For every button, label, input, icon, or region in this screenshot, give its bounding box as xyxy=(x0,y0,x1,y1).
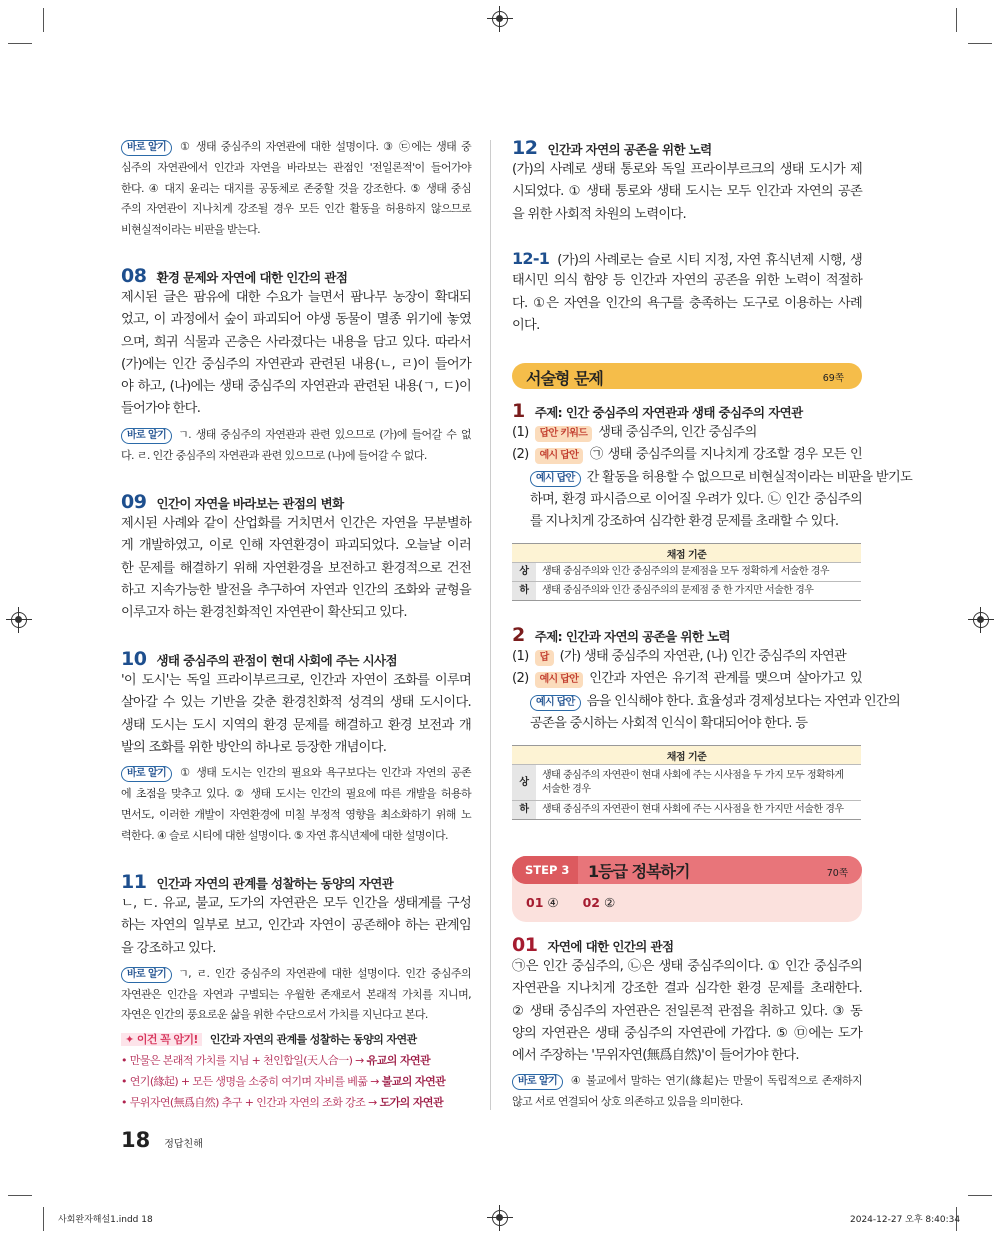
text-line xyxy=(512,181,862,203)
line-text: 시되었다. ① 생태 통로와 생태 도시는 모두 인간과 자연의 공존 xyxy=(512,184,862,200)
answer-badge: 답 xyxy=(535,650,554,666)
text-line xyxy=(121,179,471,200)
question-title: 환경 문제와 자연에 대한 인간의 관점 xyxy=(156,270,348,285)
line-text: 제시된 사례와 같이 산업화를 거치면서 인간은 자연을 무분별하 xyxy=(121,516,471,531)
line-text: 게 개발하였고, 이로 인해 자연환경이 파괴되었다. 오늘날 이러 xyxy=(121,538,471,554)
line-text: 다. ㄹ. 인간 중심주의 자연관과 관련 있으므로 (나)에 들어갈 수 없다. xyxy=(121,448,427,462)
text-line xyxy=(121,602,471,624)
step-label: STEP 3 xyxy=(525,863,570,877)
memo-label: ✦ 이건 꼭 암기! xyxy=(121,1033,202,1046)
question-title: 인간과 자연의 관계를 성찰하는 동양의 자연관 xyxy=(156,876,394,891)
text-line xyxy=(121,893,471,915)
text-line xyxy=(512,1045,862,1067)
item-label: (2) xyxy=(512,447,529,463)
text-line xyxy=(121,376,471,398)
item-label: (1) xyxy=(512,425,529,440)
correct-note-badge: 바로 알기 xyxy=(121,428,172,444)
answer-choice: ④ xyxy=(547,895,559,910)
memo-box xyxy=(121,1029,471,1113)
line-text: 하고 지속가능한 발전을 추구하여 자연과 인간의 조화와 균형을 xyxy=(121,582,471,598)
text-line xyxy=(121,715,471,737)
crop-mark xyxy=(8,1195,32,1196)
answer-choice: ② xyxy=(604,895,616,910)
line-text: 태시민 의식 함양 등 인간과 자연의 공존을 위한 노력이 적절하 xyxy=(512,273,862,289)
text-line xyxy=(121,737,471,759)
text-line xyxy=(512,1023,862,1045)
text-line xyxy=(121,158,471,179)
line-text: (가)에는 인간 중심주의 자연관과 관련된 내용(ㄴ, ㄹ)이 들어가 xyxy=(121,356,471,372)
text-line xyxy=(121,784,471,805)
line-text: 하는 자연의 일부로 보고, 인간과 자연이 공존해야 하는 관계임 xyxy=(121,918,471,934)
line-text: 한다. ④ 대지 윤리는 대지를 공동체로 존중할 것을 강조한다. ⑤ 생태 중심 xyxy=(121,181,471,195)
crop-mark xyxy=(8,43,32,44)
crop-mark xyxy=(43,1207,44,1231)
footer-file: 사회완자해설1.indd 18 xyxy=(58,1215,153,1225)
text-line xyxy=(121,354,471,376)
text-line xyxy=(512,293,862,315)
text-line xyxy=(530,467,913,489)
text-line xyxy=(121,332,471,354)
keyword-badge: 답안 키워드 xyxy=(535,426,593,442)
line-text: 를 지나치게 강조하여 심각한 환경 문제를 초래할 수 있다. xyxy=(530,514,839,530)
line-text: (가)의 사례로 생태 통로와 독일 프라이부르크의 생태 도시가 제 xyxy=(512,162,862,177)
item-label: (1) xyxy=(512,649,529,664)
memo-item: • 무위자연(無爲自然) 추구 + 인간과 자연의 조화 강조 → 도가의 자연관 xyxy=(121,1096,443,1110)
question-title: 주제: 인간과 자연의 공존을 위한 노력 xyxy=(534,629,731,644)
question-title: 인간이 자연을 바라보는 관점의 변화 xyxy=(156,496,344,511)
example-answer-badge: 예시 답안 xyxy=(535,448,584,464)
note-07 xyxy=(121,137,471,241)
memo-item: • 연기(緣起) + 모든 생명을 소중히 여기며 자비를 베풂 → 불교의 자연관 xyxy=(121,1075,446,1089)
text-line xyxy=(121,692,471,714)
example-answer-badge: 예시 답안 xyxy=(535,672,584,688)
text-line xyxy=(121,1005,471,1026)
essay-section-bar xyxy=(512,363,862,389)
section-08 xyxy=(121,265,471,466)
note xyxy=(512,1071,862,1113)
text-line xyxy=(121,446,471,467)
table-row: 하 생태 중심주의와 인간 중심주의의 문제점 중 한 가지만 서술한 경우 xyxy=(512,582,861,601)
text-line xyxy=(121,425,471,446)
question-number: 01 xyxy=(512,934,538,956)
answer-number: 02 xyxy=(582,895,601,910)
table-row: 상 생태 중심주의 자연관이 현대 사회에 주는 시사점을 두 가지 모두 정확하게 서술한 경우 xyxy=(512,765,861,801)
question-number: 2 xyxy=(512,624,525,646)
question-title: 주제: 인간 중심주의 자연관과 생태 중심주의 자연관 xyxy=(534,405,803,420)
line-text: 비현실적이라는 비판을 받는다. xyxy=(121,223,261,237)
registration-mark-icon xyxy=(492,1210,508,1226)
line-text: 들어가야 한다. xyxy=(121,401,201,417)
column-divider xyxy=(490,140,491,1110)
line-text: 야 하고, (나)에는 생태 중심주의 자연관과 관련된 내용(ㄱ, ㄷ)이 xyxy=(121,379,471,395)
line-text: ② 생태 중심주의 자연관은 전일론적 관점을 취하고 있다. ③ 동 xyxy=(512,1003,862,1019)
text-line xyxy=(512,956,862,978)
text-line xyxy=(121,805,471,826)
line-text: '이 도시'는 독일 프라이부르크로, 인간과 자연이 조화를 이루며 xyxy=(121,673,471,688)
text-line xyxy=(530,691,901,713)
line-text: 자연은 인간의 풍요로운 삶을 위한 수단으로서 가치를 지닌다고 본다. xyxy=(121,1008,428,1022)
text-line xyxy=(121,220,471,241)
correct-note-badge: 바로 알기 xyxy=(121,140,172,156)
line-text: 에서 주장하는 '무위자연(無爲自然)'이 들어가야 한다. xyxy=(512,1048,799,1064)
question-number: 09 xyxy=(121,491,147,513)
line-text: 자연관은 인간을 자연과 구별되는 우월한 존재로서 본래적 가치를 지니며, xyxy=(121,987,471,1001)
answer-text: 인간과 자연은 유기적 관계를 맺으며 살아가고 있 xyxy=(589,671,862,687)
note xyxy=(121,964,471,1026)
text-line xyxy=(121,915,471,937)
text-line xyxy=(530,489,862,511)
text-line xyxy=(512,204,862,226)
text-line xyxy=(512,1001,862,1023)
registration-mark-icon xyxy=(492,11,508,27)
grading-header: 채점 기준 xyxy=(512,544,861,563)
crop-mark xyxy=(956,8,957,32)
text-line xyxy=(512,159,862,181)
correct-note-badge: 바로 알기 xyxy=(121,766,172,782)
essay-title: 서술형 문제 xyxy=(526,369,603,388)
line-text: 이다. xyxy=(512,317,540,333)
grading-table xyxy=(512,543,861,601)
page-footer-number xyxy=(121,1128,203,1152)
line-text: 었고, 이 과정에서 숲이 파괴되어 야생 동물이 멸종 위기에 놓였 xyxy=(121,312,471,328)
line-text: 다. ①은 자연을 인간의 욕구를 충족하는 도구로 이용하는 사례 xyxy=(512,295,862,311)
question-title: 인간과 자연의 공존을 위한 노력 xyxy=(547,142,712,157)
line-text: 주의 자연관이 지나치게 강조될 경우 모든 인간 활동을 허용하지 않으므로 xyxy=(121,202,471,216)
text-line xyxy=(121,398,471,420)
line-text: 생태 도시는 도시 지역의 환경 문제를 해결하고 환경 보전과 개 xyxy=(121,717,471,733)
answer-text: 생태 중심주의, 인간 중심주의 xyxy=(598,425,757,440)
section-12 xyxy=(512,137,862,226)
registration-mark-icon xyxy=(973,612,989,628)
question-number: 10 xyxy=(121,648,147,670)
note xyxy=(121,763,471,846)
section-12-1 xyxy=(512,248,862,337)
line-text: 으며, 희귀 식물과 곤충은 사라졌다는 내용을 담고 있다. 따라서 xyxy=(121,334,471,350)
line-text: ㄴ, ㄷ. 유교, 불교, 도가의 자연관은 모두 인간을 생태계를 구성 xyxy=(121,896,471,911)
line-text: ① 생태 도시는 인간의 필요와 욕구보다는 인간과 자연의 공존 xyxy=(178,766,471,780)
question-title: 자연에 대한 인간의 관점 xyxy=(547,939,674,954)
line-text: 음을 인식해야 한다. 효율성과 경제성보다는 자연과 인간의 xyxy=(586,693,901,709)
line-text: 한 문제를 해결하기 위해 자연환경을 보전하고 환경적으로 건전 xyxy=(121,560,471,576)
text-line xyxy=(121,513,471,535)
text-line xyxy=(530,511,862,533)
text-line xyxy=(121,938,471,960)
question-number: 1 xyxy=(512,400,525,422)
table-row: 하 생태 중심주의 자연관이 현대 사회에 주는 시사점을 한 가지만 서술한 경우 xyxy=(512,801,861,820)
line-text: 살아갈 수 있는 기반을 갖춘 환경친화적 성격의 생태 도시이다. xyxy=(121,695,471,711)
question-number: 08 xyxy=(121,265,147,287)
registration-mark-icon xyxy=(11,612,27,628)
crop-mark xyxy=(968,1195,992,1196)
step3-bar xyxy=(512,856,862,884)
correct-note-badge: 예시 답안 xyxy=(530,471,581,487)
line-text: ① 생태 중심주의 자연관에 대한 설명이다. ③ ㉢에는 생태 중 xyxy=(178,140,471,153)
text-line xyxy=(512,248,862,270)
line-text: 심주의 자연관에서 인간과 자연을 바라보는 관점인 '전일론적'이 들어가야 xyxy=(121,160,471,174)
answer-number: 01 xyxy=(526,895,544,910)
text-line xyxy=(121,826,471,847)
line-text: 않고 서로 연결되어 상호 의존하고 있음을 의미한다. xyxy=(512,1095,743,1109)
step-title-a: 1등급 xyxy=(588,862,632,881)
text-line xyxy=(512,270,862,292)
answer-text: (가) 생태 중심주의 자연관, (나) 인간 중심주의 자연관 xyxy=(559,649,847,664)
text-line xyxy=(121,985,471,1006)
note xyxy=(121,425,471,467)
page-label: 정답친해 xyxy=(164,1139,203,1150)
section-09 xyxy=(121,491,471,624)
line-text: 제시된 글은 팜유에 대한 수요가 늘면서 팜나무 농장이 확대되 xyxy=(121,290,471,305)
essay-page: 69쪽 xyxy=(822,373,844,384)
line-text: 에 초점을 맞추고 있다. ② 생태 도시는 인간의 필요에 따른 개발을 허용하 xyxy=(121,786,471,800)
text-line xyxy=(512,1092,862,1113)
question-number: 12-1 xyxy=(512,249,550,268)
table-row: 상 생태 중심주의와 인간 중심주의의 문제점을 모두 정확하게 서술한 경우 xyxy=(512,563,861,582)
line-text: 면서도, 이러한 개발이 자연환경에 미칠 부정적 영향을 최소화하기 위해 노 xyxy=(121,807,471,821)
question-number: 12 xyxy=(512,137,538,159)
text-line xyxy=(121,558,471,580)
line-text: ④ 불교에서 말하는 연기(緣起)는 만물이 독립적으로 존재하지 xyxy=(569,1074,862,1088)
answer-text: ㉠ 생태 중심주의를 지나치게 강조할 경우 모든 인 xyxy=(589,447,862,463)
step-title-b: 정복하기 xyxy=(631,862,690,881)
line-text: 이루고자 하는 환경친화적인 자연관이 확산되고 있다. xyxy=(121,605,407,621)
text-line xyxy=(121,580,471,602)
line-text: 간 활동을 허용할 수 없으므로 비현실적이라는 비판을 받기도 xyxy=(586,469,913,485)
step-page: 70쪽 xyxy=(826,868,848,879)
line-text: 하며, 환경 파시즘으로 이어질 우려가 있다. ㉡ 인간 중심주의 xyxy=(530,491,862,507)
section-10 xyxy=(121,648,471,846)
correct-note-badge: 바로 알기 xyxy=(512,1074,563,1090)
line-text: (가)의 사례로는 슬로 시티 지정, 자연 휴식년제 시행, 생 xyxy=(557,253,862,268)
text-line xyxy=(121,535,471,557)
correct-note-badge: 바로 알기 xyxy=(121,967,172,983)
section-01 xyxy=(512,934,862,1113)
text-line xyxy=(121,199,471,220)
line-text: 발의 조화를 위한 방안의 하나로 등장한 개념이다. xyxy=(121,739,387,755)
text-line xyxy=(530,713,862,735)
memo-item: • 만물은 본래적 가치를 지님 + 천인합일(天人合一) → 유교의 자연관 xyxy=(121,1054,431,1068)
essay-question-2 xyxy=(512,624,901,820)
line-text: 양의 자연관은 생태 중심주의 자연관에 가깝다. ⑤ ㉤에는 도가 xyxy=(512,1025,862,1041)
item-label: (2) xyxy=(512,671,529,687)
page-number: 18 xyxy=(121,1128,151,1152)
line-text: ㉠은 인간 중심주의, ㉡은 생태 중심주의이다. ① 인간 중심주의 xyxy=(512,959,862,974)
text-line xyxy=(512,978,862,1000)
text-line xyxy=(121,670,471,692)
text-line xyxy=(121,964,471,985)
essay-question-1 xyxy=(512,400,913,601)
line-text: ㄱ. 생태 중심주의 자연관과 관련 있으므로 (가)에 들어갈 수 없 xyxy=(178,427,471,441)
text-line xyxy=(121,137,471,158)
grading-header: 채점 기준 xyxy=(512,746,861,765)
question-number: 11 xyxy=(121,871,147,893)
memo-title: 인간과 자연의 관계를 성찰하는 동양의 자연관 xyxy=(209,1033,417,1047)
text-line xyxy=(121,287,471,309)
correct-note-badge: 예시 답안 xyxy=(530,695,581,711)
section-11 xyxy=(121,871,471,1113)
footer-timestamp: 2024-12-27 오후 8:40:34 xyxy=(850,1215,961,1225)
line-text: 력한다. ④ 슬로 시티에 대한 설명이다. ⑤ 자연 휴식년제에 대한 설명이다. xyxy=(121,828,448,842)
crop-mark xyxy=(968,43,992,44)
line-text: 을 강조하고 있다. xyxy=(121,940,216,956)
question-title: 생태 중심주의 관점이 현대 사회에 주는 시사점 xyxy=(156,653,397,668)
quick-answers xyxy=(526,895,615,910)
line-text: 공존을 중시하는 사회적 인식이 확대되어야 한다. 등 xyxy=(530,715,808,731)
line-text: ㄱ, ㄹ. 인간 중심주의 자연관에 대한 설명이다. 인간 중심주의 xyxy=(178,966,471,980)
text-line xyxy=(121,309,471,331)
text-line xyxy=(121,763,471,784)
text-line xyxy=(512,1071,862,1092)
text-line xyxy=(512,315,862,337)
line-text: 을 위한 사회적 차원의 노력이다. xyxy=(512,206,686,222)
line-text: 자연관을 지나치게 강조한 결과 심각한 환경 문제를 초래한다. xyxy=(512,981,862,997)
crop-mark xyxy=(43,8,44,32)
grading-table xyxy=(512,745,861,820)
